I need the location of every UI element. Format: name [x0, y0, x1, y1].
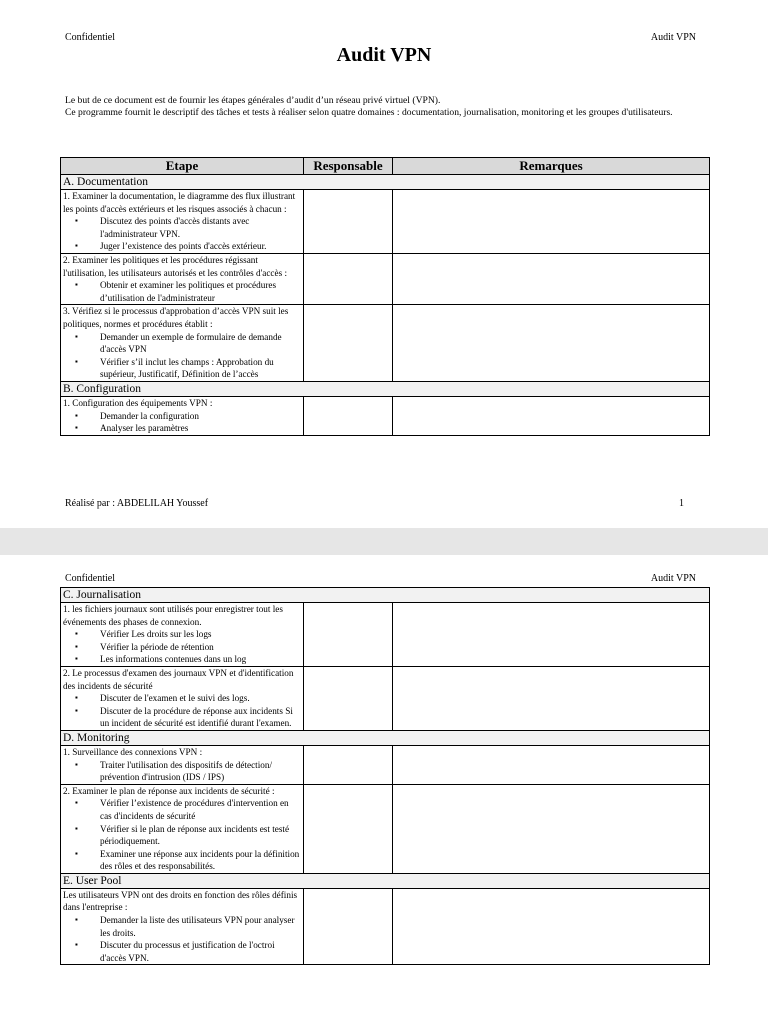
intro-paragraph: Ce programme fournit le descriptif des tâches et tests à réaliser selon quatre domaines : documentation, journalisation, monitoring et les groupes d'utilisateurs. [65, 106, 673, 118]
section-row-documentation [61, 175, 710, 190]
table-row [61, 396, 710, 435]
footer-author: Réalisé par : ABDELILAH Youssef [65, 498, 209, 509]
step-cell [61, 666, 304, 730]
section-row-configuration [61, 381, 710, 396]
header-confidential: Confidentiel [65, 32, 115, 43]
responsable-cell [304, 888, 393, 965]
step-cell [61, 784, 304, 873]
responsable-cell [304, 190, 393, 254]
remarques-cell [393, 190, 710, 254]
remarques-cell [393, 784, 710, 873]
bullet-list [63, 215, 301, 253]
bullet-list [63, 759, 301, 784]
step-cell [61, 190, 304, 254]
table-row [61, 784, 710, 873]
section-row-monitoring [61, 730, 710, 745]
audit-table-continued [60, 587, 710, 965]
column-header-etape: Etape [61, 158, 304, 175]
table-row [61, 253, 710, 304]
bullet-list [63, 279, 301, 304]
document-page-2 [0, 555, 768, 1024]
section-title: A. Documentation [61, 175, 710, 190]
bullet-item: ▪ Vérifier la période de rétention [63, 641, 301, 654]
responsable-cell [304, 745, 393, 784]
bullet-item: ▪ Demander un exemple de formulaire de demande d'accès VPN [63, 331, 301, 356]
bullet-item: ▪ Vérifier s’il inclut les champs : Approbation du supérieur, Justificatif, Définition de l’accès [63, 356, 301, 381]
responsable-cell [304, 666, 393, 730]
remarques-cell [393, 888, 710, 965]
bullet-item: ▪ Examiner une réponse aux incidents pour la définition des rôles et des responsabilités. [63, 848, 301, 873]
step-cell [61, 396, 304, 435]
column-header-responsable: Responsable [304, 158, 393, 175]
table-row [61, 888, 710, 965]
table-row [61, 745, 710, 784]
responsable-cell [304, 253, 393, 304]
bullet-list [63, 797, 301, 873]
step-text: 1. les fichiers journaux sont utilisés pour enregistrer tout les événements des phases de connexion. [63, 604, 283, 627]
bullet-list [63, 628, 301, 666]
responsable-cell [304, 784, 393, 873]
step-text: 1. Examiner la documentation, le diagramme des flux illustrant les points d'accès extérieurs et les risques associés à chacun : [63, 191, 296, 214]
section-title: B. Configuration [61, 381, 710, 396]
intro-text [65, 95, 710, 118]
header-doc-title: Audit VPN [650, 32, 696, 43]
section-title: E. User Pool [61, 873, 710, 888]
section-row-journalisation [61, 588, 710, 603]
bullet-item: ▪ Vérifier si le plan de réponse aux incidents est testé périodiquement. [63, 823, 301, 848]
bullet-item: ▪ Vérifier l’existence de procédures d'intervention en cas d'incidents de sécurité [63, 797, 301, 822]
header-doc-title: Audit VPN [650, 573, 696, 584]
section-row-user-pool [61, 873, 710, 888]
step-cell [61, 888, 304, 965]
remarques-cell [393, 666, 710, 730]
step-text: 1. Configuration des équipements VPN : [63, 397, 213, 408]
step-cell [61, 745, 304, 784]
audit-table [60, 157, 710, 436]
bullet-item: ▪ Demander la configuration [63, 410, 301, 423]
bullet-item: ▪ Discuter de la procédure de réponse aux incidents Si un incident de sécurité est identifié durant l'examen. [63, 705, 301, 730]
bullet-item: ▪ Les informations contenues dans un log [63, 653, 301, 666]
footer-page-number: 1 [679, 498, 684, 509]
step-text: 2. Le processus d'examen des journaux VPN et d'identification des incidents de sécurité [63, 667, 294, 691]
step-cell [61, 253, 304, 304]
responsable-cell [304, 603, 393, 667]
remarques-cell [393, 603, 710, 667]
remarques-cell [393, 396, 710, 435]
responsable-cell [304, 396, 393, 435]
bullet-item: ▪ Demander la liste des utilisateurs VPN pour analyser les droits. [63, 914, 301, 939]
table-row [61, 603, 710, 667]
bullet-item: ▪ Discutez des points d'accès distants avec l'administrateur VPN. [63, 215, 301, 240]
table-header-row [61, 158, 710, 175]
bullet-list [63, 692, 301, 730]
header-confidential: Confidentiel [65, 573, 115, 584]
step-cell [61, 603, 304, 667]
section-title: C. Journalisation [61, 588, 710, 603]
remarques-cell [393, 253, 710, 304]
table-row [61, 190, 710, 254]
bullet-item: ▪ Obtenir et examiner les politiques et procédures d’utilisation de l'administrateur [63, 279, 301, 304]
remarques-cell [393, 305, 710, 382]
table-row [61, 305, 710, 382]
responsable-cell [304, 305, 393, 382]
table-row [61, 666, 710, 730]
bullet-list [63, 914, 301, 964]
step-text: 3. Vérifiez si le processus d'approbation d’accès VPN suit les politiques, normes et procédures établit : [63, 306, 289, 329]
bullet-list [63, 331, 301, 381]
intro-paragraph: Le but de ce document est de fournir les étapes générales d’audit d’un réseau privé virtuel (VPN). [65, 95, 441, 106]
bullet-item: ▪ Traiter l'utilisation des dispositifs de détection/ prévention d'intrusion (IDS / IPS) [63, 759, 301, 784]
step-text: 2. Examiner le plan de réponse aux incidents de sécurité : [63, 785, 275, 796]
step-cell [61, 305, 304, 382]
step-text: 1. Surveillance des connexions VPN : [63, 746, 203, 757]
bullet-item: ▪ Juger l’existence des points d'accès extérieur. [63, 240, 301, 253]
bullet-item: ▪ Discuter de l'examen et le suivi des logs. [63, 692, 301, 705]
bullet-item: ▪ Analyser les paramètres [63, 422, 301, 435]
bullet-item: ▪ Discuter du processus et justification de l'octroi d'accès VPN. [63, 939, 301, 964]
column-header-remarques: Remarques [393, 158, 710, 175]
remarques-cell [393, 745, 710, 784]
section-title: D. Monitoring [61, 730, 710, 745]
document-title: Audit VPN [336, 44, 432, 66]
bullet-item: ▪ Vérifier Les droits sur les logs [63, 628, 301, 641]
step-text: Les utilisateurs VPN ont des droits en fonction des rôles définis dans l'entreprise : [63, 889, 298, 913]
bullet-list [63, 410, 301, 435]
step-text: 2. Examiner les politiques et les procédures régissant l'utilisation, les utilisateurs autorisés et les contrôles d'accès : [63, 254, 288, 278]
